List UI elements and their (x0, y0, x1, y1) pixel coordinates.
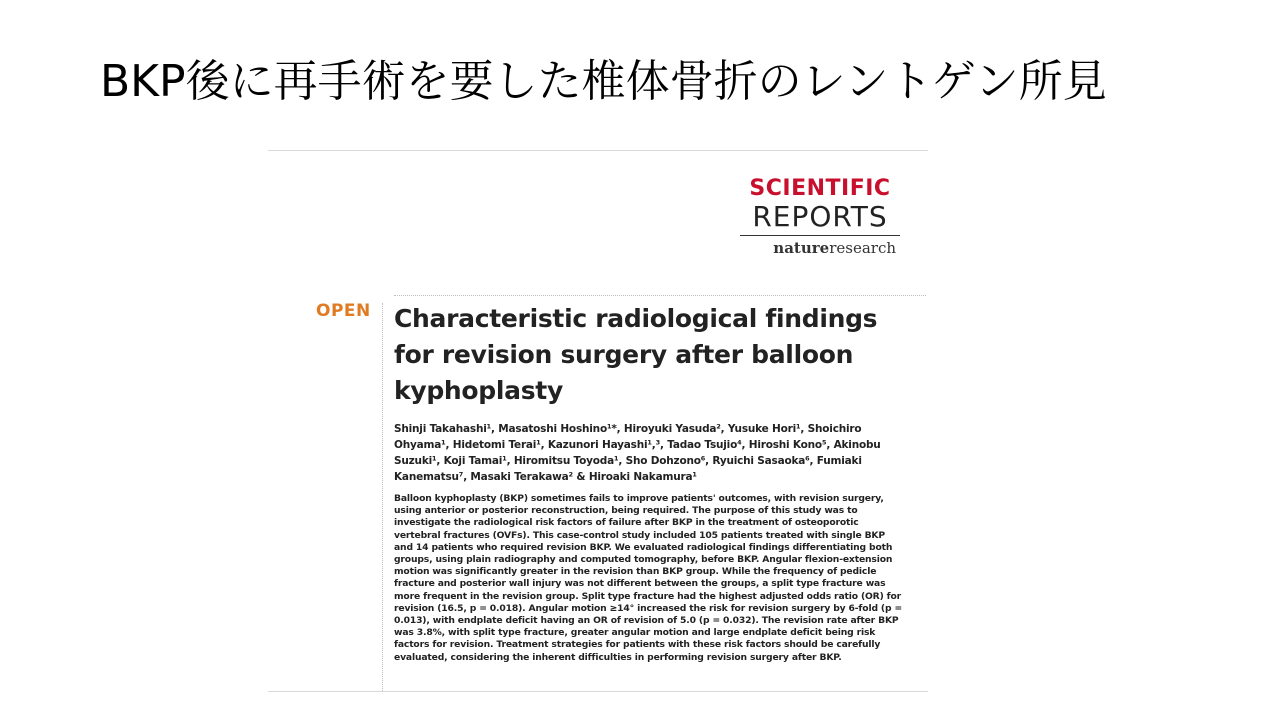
margin-divider (382, 303, 383, 692)
abstract-text: Balloon kyphoplasty (BKP) sometimes fails to improve patients' outcomes, with revision surgery, using anterior or posterior reconstruction, being required. The purpose of this study was to investigate the radiological risk factors of failure after BKP in the treatment of osteoporotic vertebral fractures (OVFs). This case-control study included 105 patients treated with single BKP and 14 patients who required revision BKP. We evaluated radiological findings differentiating both groups, using plain radiography and computed tomography, before BKP. Angular flexion-extension motion was significantly greater in the revision than BKP group. While the frequency of pedicle fracture and posterior wall injury was not different between the groups, a split type fracture was more frequent in the revision group. Split type fracture had the highest adjusted odds ratio (OR) for revision (16.5, p = 0.018). Angular motion ≥14° increased the risk for revision surgery by 6-fold (p = 0.013), with endplate deficit having an OR of revision of 5.0 (p = 0.032). The revision rate after BKP was 3.8%, with split type fracture, greater angular motion and large endplate deficit being risk factors for revision. Treatment strategies for patients with these risk factors should be carefully evaluated, considering the inherent difficulties in performing revision surgery after BKP. (394, 493, 902, 663)
header-divider (394, 295, 926, 296)
article-screenshot (268, 150, 928, 692)
open-access-badge: OPEN (316, 301, 371, 321)
journal-name-line1: SCIENTIFIC (749, 176, 891, 201)
author-list: Shinji Takahashi¹, Masatoshi Hoshino¹*, Hiroyuki Yasuda², Yusuke Hori¹, Shoichiro Ohyama¹, Hidetomi Terai¹, Kazunori Hayashi¹,³, Tadao Tsujio⁴, Hiroshi Kono⁵, Akinobu Suzuki¹, Koji Tamai¹, Hiromitsu Toyoda¹, Sho Dohzono⁶, Ryuichi Sasaoka⁶, Fumiaki Kanematsu⁷, Masaki Terakawa² & Hiroaki Nakamura¹ (394, 423, 881, 483)
journal-name-line2: REPORTS (740, 201, 900, 236)
journal-publisher (740, 238, 900, 258)
journal-logo (740, 177, 900, 258)
publisher-suffix: research (829, 239, 896, 257)
article-title: Characteristic radiological findings for revision surgery after balloon kyphoplasty (394, 304, 878, 405)
publisher-prefix: nature (773, 239, 830, 257)
slide-title: BKP後に再手術を要した椎体骨折のレントゲン所見 (100, 56, 1107, 107)
